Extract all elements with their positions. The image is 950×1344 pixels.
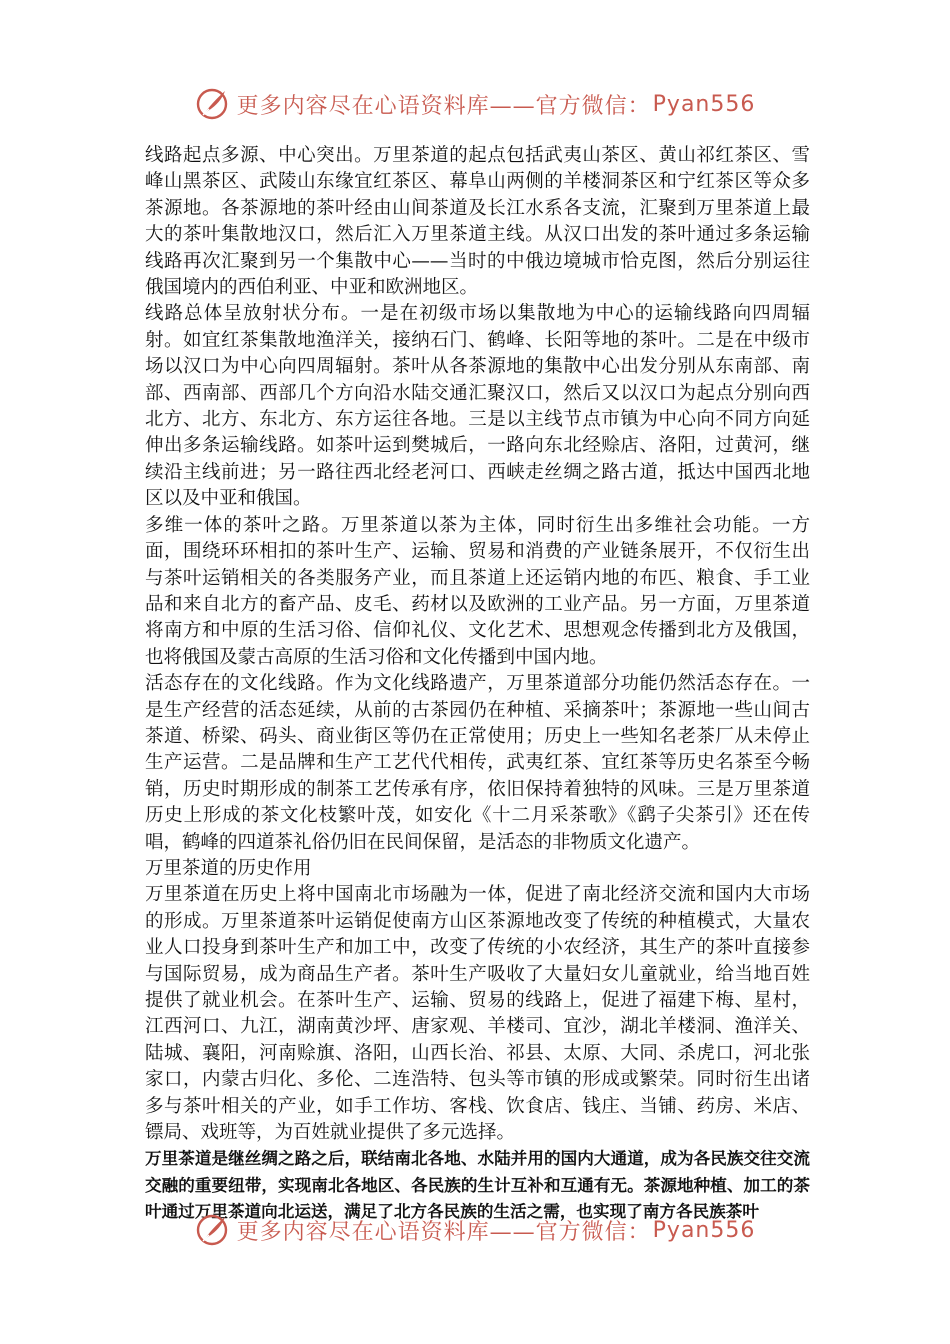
footer-watermark-banner	[0, 1210, 950, 1250]
quill-pen-icon	[195, 87, 229, 121]
paragraph-living-heritage: 活态存在的文化线路。作为文化线路遗产，万里茶道部分功能仍然活态存在。一是生产经营的活态延续，从前的古茶园仍在种植、采摘茶叶；茶源地一些山间古茶道、桥梁、码头、商业街区等仍在正常使用；历史上一些知名老茶厂从未停止生产运营。二是品牌和生产工艺代代相传，武夷红茶、宜红茶等历史名茶至今畅销，历史时期形成的制茶工艺传承有序，依旧保持着独特的风味。三是万里茶道历史上形成的茶文化枝繁叶茂，如安化《十二月采茶歌》《鹞子尖茶引》还在传唱，鹤峰的四道茶礼俗仍旧在民间保留，是活态的非物质文化遗产。	[145, 673, 810, 853]
paragraph-multidimensional-road: 多维一体的茶叶之路。万里茶道以茶为主体，同时衍生出多维社会功能。一方面，围绕环环相扣的茶叶生产、运输、贸易和消费的产业链条展开，不仅衍生出与茶叶运销相关的各类服务产业，而且茶道上还运销内地的布匹、粮食、手工业品和来自北方的畜产品、皮毛、药材以及欧洲的工业产品。另一方面，万里茶道将南方和中原的生活习俗、信仰礼仪、文化艺术、思想观念传播到北方及俄国，也将俄国及蒙古高原的生活习俗和文化传播到中国内地。	[145, 514, 810, 668]
paragraph-route-origins: 线路起点多源、中心突出。万里茶道的起点包括武夷山茶区、黄山祁红茶区、雪峰山黑茶区、武陵山东缘宜红茶区、幕阜山两侧的羊楼洞茶区和宁红茶区等众多茶源地。各茶源地的茶叶经由山间茶道及长江水系各支流，汇聚到万里茶道上最大的茶叶集散地汉口，然后汇入万里茶道主线。从汉口出发的茶叶通过多条运输线路再次汇聚到另一个集散中心——当时的中俄边境城市恰克图，然后分别运往俄国境内的西伯利亚、中亚和欧洲地区。	[145, 145, 810, 299]
article-body	[145, 143, 810, 1226]
wechat-id: Pyan556	[652, 91, 756, 117]
quill-pen-icon	[195, 1213, 229, 1247]
paragraph-radial-distribution: 线路总体呈放射状分布。一是在初级市场以集散地为中心的运输线路向四周辐射。如宜红茶集散地渔洋关，接纳石门、鹤峰、长阳等地的茶叶。二是在中级市场以汉口为中心向四周辐射。茶叶从各茶源地的集散中心出发分别从东南部、南部、西南部、西部几个方向沿水陆交通汇聚汉口，然后又以汉口为起点分别向西北方、北方、东北方、东方运往各地。三是以主线节点市镇为中心向不同方向延伸出多条运输线路。如茶叶运到樊城后，一路向东北经赊店、洛阳，过黄河，继续沿主线前进；另一路往西北经老河口、西峡走丝绸之路古道，抵达中国西北地区以及中亚和俄国。	[145, 303, 810, 510]
paragraph-ethnic-exchange: 万里茶道是继丝绸之路之后，联结南北各地、水陆并用的国内大通道，成为各民族交往交流交融的重要纽带，实现南北各地区、各民族的生计互补和互通有无。茶源地种植、加工的茶叶通过万里茶道向北运送，满足了北方各民族的生活之需，也实现了南方各民族茶叶	[145, 1149, 810, 1222]
banner-text: 更多内容尽在心语资料库——官方微信：	[236, 1219, 651, 1245]
wechat-id: Pyan556	[652, 1217, 756, 1243]
section-heading-historical-role: 万里茶道的历史作用	[145, 857, 312, 879]
banner-text: 更多内容尽在心语资料库——官方微信：	[236, 93, 651, 119]
header-watermark-banner	[0, 84, 950, 124]
paragraph-market-integration: 万里茶道在历史上将中国南北市场融为一体，促进了南北经济交流和国内大市场的形成。万里茶道茶叶运销促使南方山区茶源地改变了传统的种植模式，大量农业人口投身到茶叶生产和加工中，改变了传统的小农经济，其生产的茶叶直接参与国际贸易，成为商品生产者。茶叶生产吸收了大量妇女儿童就业，给当地百姓提供了就业机会。在茶叶生产、运输、贸易的线路上，促进了福建下梅、星村，江西河口、九江，湖南黄沙坪、唐家观、羊楼司、宜沙，湖北羊楼洞、渔洋关、陆城、襄阳，河南赊旗、洛阳，山西长治、祁县、太原、大同、杀虎口，河北张家口，内蒙古归化、多伦、二连浩特、包头等市镇的形成或繁荣。同时衍生出诸多与茶叶相关的产业，如手工作坊、客栈、饮食店、钱庄、当铺、药房、米店、镖局、戏班等，为百姓就业提供了多元选择。	[145, 884, 810, 1144]
